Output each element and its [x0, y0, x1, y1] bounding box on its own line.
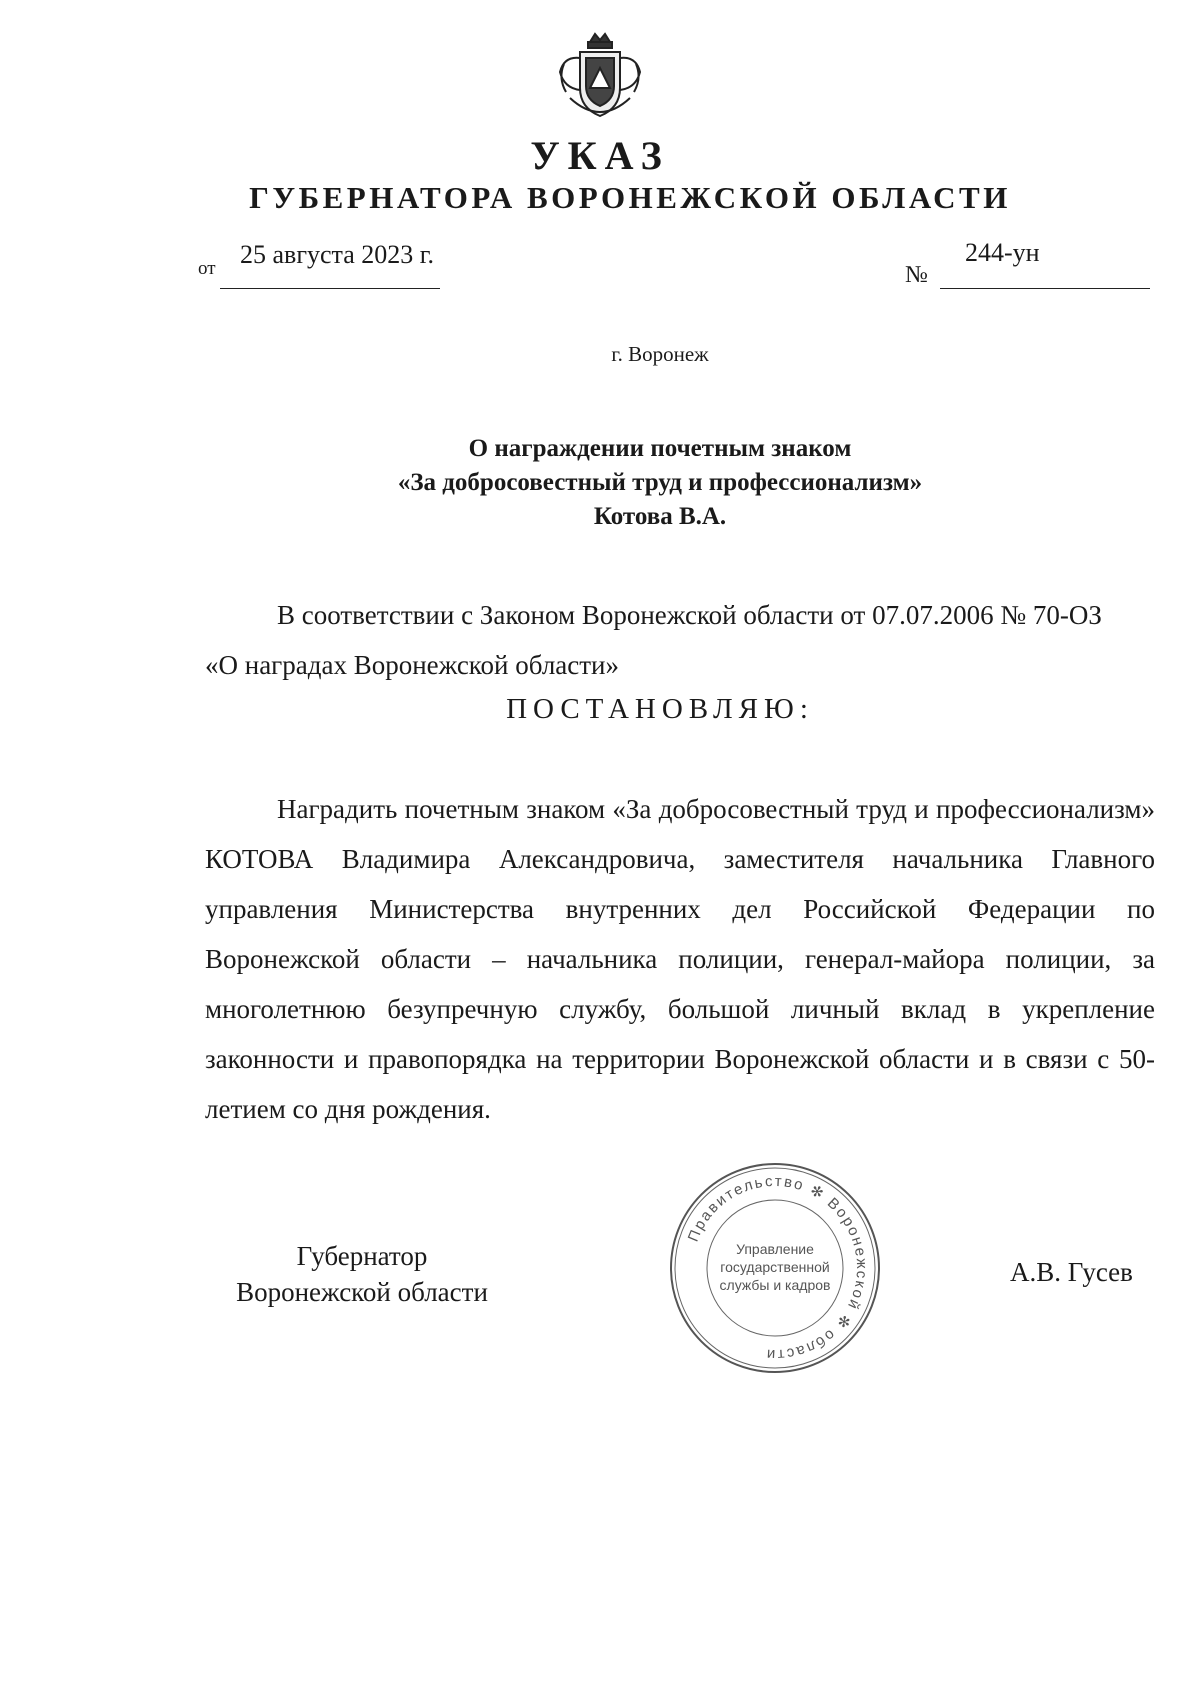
- signatory-name: А.В. Гусев: [1010, 1257, 1133, 1287]
- signatory-title-line: Губернатор: [296, 1241, 428, 1271]
- official-stamp: [665, 1158, 885, 1378]
- preamble-line: В соответствии с Законом Воронежской области от 07.07.2006 № 70-ОЗ: [277, 600, 1102, 630]
- heading-line: Котова В.А.: [593, 503, 727, 530]
- coat-of-arms-icon: [550, 28, 650, 128]
- body-text: Наградить почетным знаком «За добросовестный труд и профессионализм» КОТОВА Владимира Александровича, заместителя начальника Главного управления Министерства внутренних дел Российской Федерации по Воронежской области – начальника полиции, генерал-майора полиции, за многолетнюю безупречную службу, большой личный вклад в укрепление законности и правопорядка на территории Воронежской области и в связи с 50-летием со дня рождения.: [205, 794, 1155, 1124]
- date-underline: [220, 288, 440, 289]
- preamble: [205, 590, 1155, 690]
- svg-text:Правительство ✻ Воронежской ✻: Правительство ✻ Воронежской ✻ области: [684, 1172, 871, 1364]
- document-date: 25 августа 2023 г.: [240, 240, 434, 269]
- heading-line: О награждении почетным знаком: [468, 435, 852, 462]
- preamble-line: «О наградах Воронежской области»: [205, 650, 620, 680]
- svg-text:Управление: Управление: [736, 1241, 814, 1257]
- date-prefix: от: [198, 258, 216, 279]
- body-paragraph: [205, 784, 1155, 1134]
- decree-word: ПОСТАНОВЛЯЮ:: [506, 693, 814, 725]
- city: г. Воронеж: [611, 342, 709, 366]
- number-prefix: №: [905, 262, 928, 288]
- document-title: УКАЗ: [530, 133, 670, 178]
- signatory-title-line: Воронежской области: [236, 1277, 488, 1307]
- svg-text:государственной: государственной: [720, 1259, 830, 1275]
- document-number: 244-ун: [965, 238, 1040, 267]
- document-heading: [60, 432, 1200, 534]
- svg-text:службы и кадров: службы и кадров: [719, 1277, 831, 1293]
- heading-line: «За добросовестный труд и профессионализм»: [397, 469, 923, 496]
- document-subtitle: ГУБЕРНАТОРА ВОРОНЕЖСКОЙ ОБЛАСТИ: [249, 180, 1011, 215]
- number-underline: [940, 288, 1150, 289]
- signatory-title: [212, 1238, 512, 1310]
